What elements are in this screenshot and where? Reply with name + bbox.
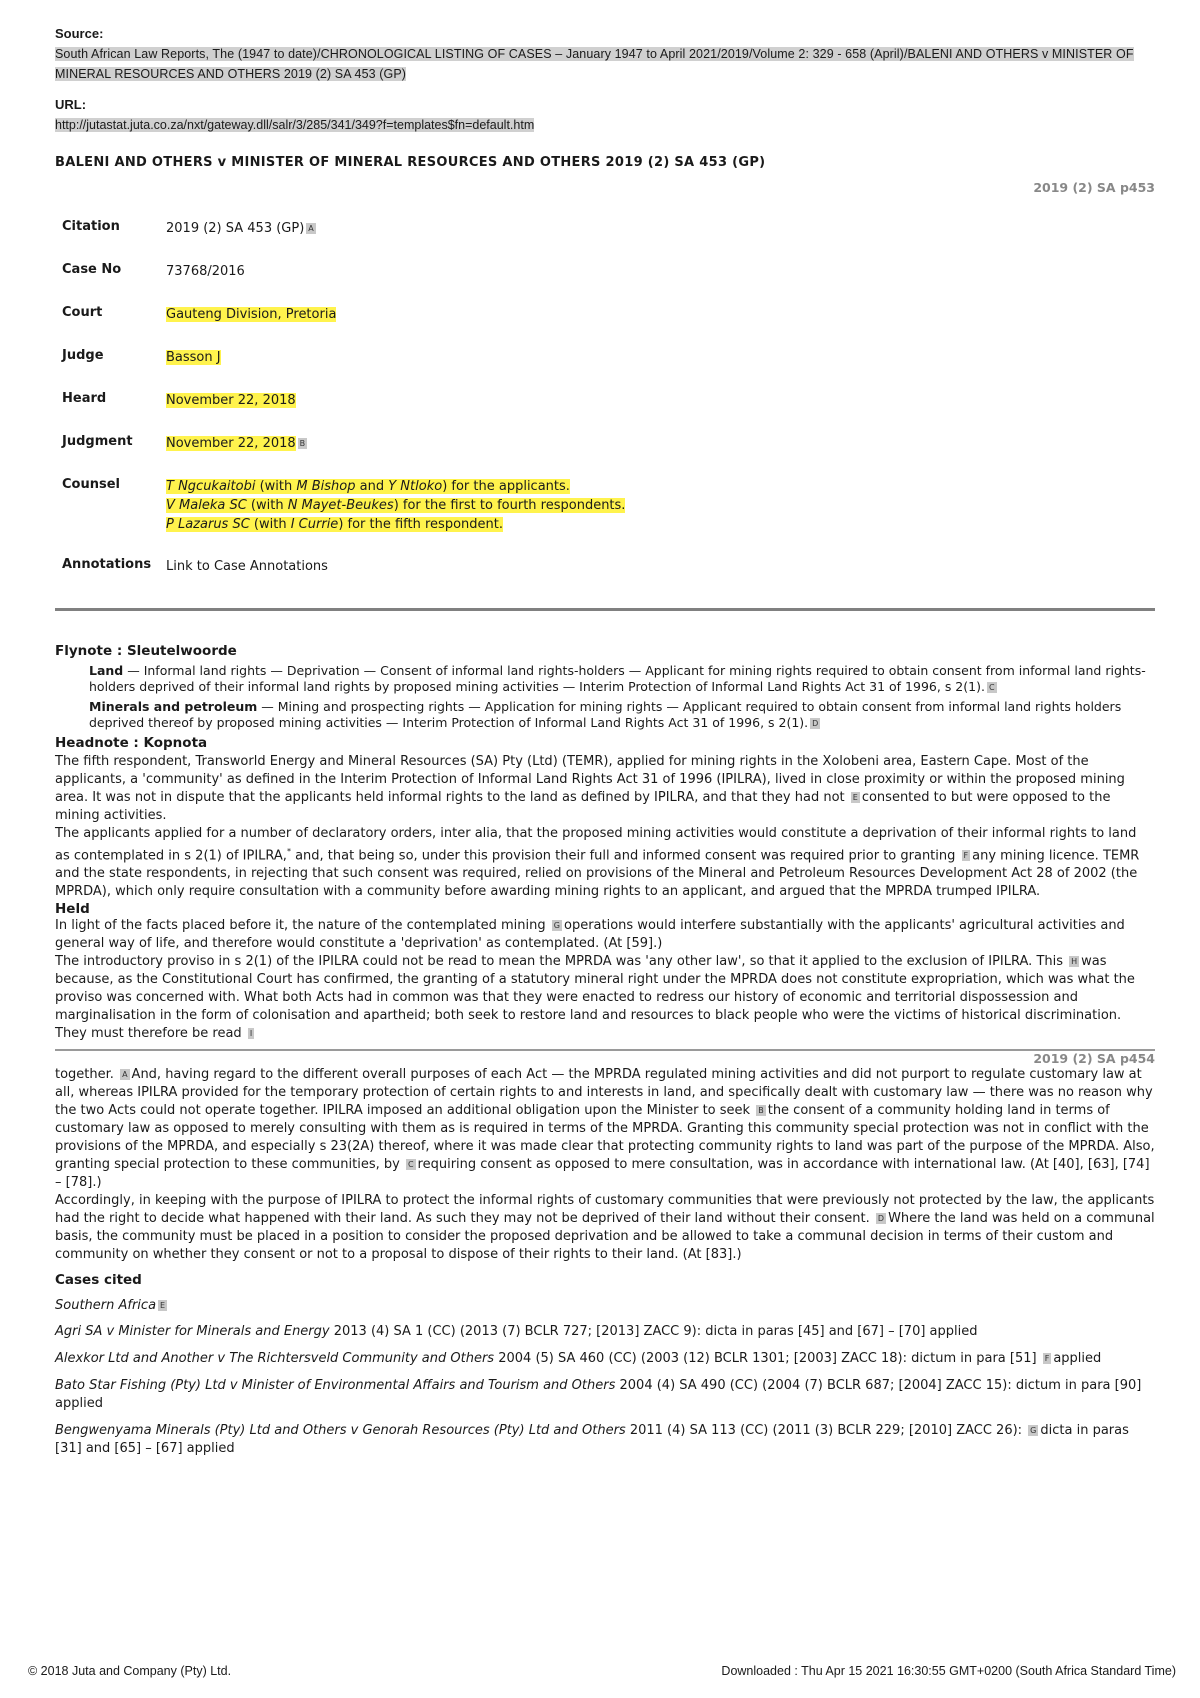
- headnote-paragraph-2: The applicants applied for a number of declaratory orders, inter alia, that the proposed mining activities would constitute a deprivation of their informal rights to land as contemplated in s 2(1) of IPILRA,* and, that being so, under this provision their full and informed consent was required prior to granting F any mining licence. TEMR and the state respondents, in rejecting that such consent was required, relied on provisions of the Mineral and Petroleum Resources Development Act 28 of 2002 (the MPRDA), which only require consultation with a community before awarding mining rights to an applicant, and argued that the MPRDA trumped IPILRA.: [55, 826, 1140, 900]
- held-paragraph-2: The introductory proviso in s 2(1) of the IPILRA could not be read to mean the MPRDA was 'any other law', so that it applied to the exclusion of IPILRA. This H was because, as the Constitutional Court has confirmed, the granting of a statutory mineral right under the MPRDA does not constitute expropriation, which was what the proviso was concerned with. What both Acts had in common was that they were enacted to redress our history of economic and territorial dispossession and marginalisation in the form of colonisation and apartheid; both seek to restore land and resources to black people who were the victims of historical discrimination. They must therefore be read I: [55, 954, 1135, 1042]
- flynote-item-land: Land — Informal land rights — Deprivation — Consent of informal land rights-holders — Applicant for mining rights required to obtain consent from informal land rights-holders deprived of their informal land rights by proposed mining activities — Interim Protection of Informal Land Rights Act 31 of 1996, s 2(1). C: [89, 663, 1146, 694]
- headnote-title: Headnote : Kopnota: [55, 735, 208, 751]
- margin-marker: B: [758, 1106, 764, 1116]
- judge-label: Judge: [62, 348, 104, 363]
- meta-row-heard: [57, 391, 625, 434]
- judge-value: Basson J: [166, 350, 221, 365]
- url-link[interactable]: http://jutastat.juta.co.za/nxt/gateway.dll/salr/3/285/341/349?f=templates$fn=default.htm: [55, 118, 535, 132]
- counsel-label: Counsel: [62, 477, 120, 492]
- held-title: Held: [55, 901, 90, 918]
- case-no-label: Case No: [62, 262, 122, 277]
- url-label: URL:: [55, 97, 87, 112]
- meta-row-annotations: [57, 557, 625, 600]
- meta-row-judgment: [57, 434, 625, 477]
- source-label: Source:: [55, 26, 104, 41]
- margin-marker: G: [1030, 1426, 1037, 1436]
- counsel-value: [166, 477, 625, 557]
- flynote-item-minerals: Minerals and petroleum — Mining and prospecting rights — Application for mining rights — Applicant required to obtain consent from informal land rights holders deprived thereof by proposed mining activities — Interim Protection of Informal Land Rights Act 31 of 1996, s 2(1). D: [89, 699, 1122, 730]
- case-no-value: 73768/2016: [166, 264, 245, 279]
- court-value: Gauteng Division, Pretoria: [166, 307, 337, 322]
- margin-marker: B: [299, 439, 306, 448]
- cited-case-agri-sa: Agri SA v Minister for Minerals and Energy 2013 (4) SA 1 (CC) (2013 (7) BCLR 727; [2013] ZACC 9): dicta in paras [45] and [67] – [70] applied: [55, 1324, 978, 1340]
- footer-download-timestamp: Downloaded : Thu Apr 15 2021 16:30:55 GMT+0200 (South Africa Standard Time): [721, 1664, 1176, 1678]
- held-paragraph-3: together. A And, having regard to the different overall purposes of each Act — the MPRDA regulated mining activities and did not purport to regulate customary law at all, whereas IPILRA provided for the temporary protection of certain rights to and interests in land, and specifically dealt with customary law — there was no reason why the two Acts could not operate together. IPILRA imposed an additional obligation upon the Minister to seek B the consent of a community holding land in terms of customary law as opposed to merely consulting with them as is required in terms of the MPRDA. Granting this community special protection was not in conflict with the provisions of the MPRDA, and especially s 23(2A) thereof, where it was made clear that protecting community rights to land was part of the purpose of the MPRDA. Also, granting special protection to these communities, by C requiring consent as opposed to mere consultation, was in accordance with international law. (At [40], [63], [74] – [78].): [55, 1067, 1155, 1191]
- margin-marker: I: [249, 1029, 253, 1039]
- meta-row-case-no: [57, 262, 625, 305]
- judgment-value: November 22, 2018: [166, 436, 296, 451]
- meta-row-counsel: [57, 477, 625, 557]
- meta-row-court: [57, 305, 625, 348]
- counsel-line-3: P Lazarus SC (with I Currie) for the fifth respondent.: [166, 517, 503, 532]
- margin-marker: D: [812, 719, 819, 728]
- cited-case-alexkor: Alexkor Ltd and Another v The Richtersveld Community and Others 2004 (5) SA 460 (CC) (2003 (12) BCLR 1301; [2003] ZACC 18): dictum in para [51] F applied: [55, 1351, 1102, 1367]
- cases-region-heading: Southern Africa E: [55, 1298, 166, 1314]
- section-divider: [55, 608, 1155, 611]
- headnote-paragraph-1: The fifth respondent, Transworld Energy and Mineral Resources (SA) Pty (Ltd) (TEMR), applied for mining rights in the Xolobeni area, Eastern Cape. Most of the applicants, a 'community' as defined in the Interim Protection of Informal Land Rights Act 31 of 1996 (IPILRA), lived in close proximity or within the proposed mining area. It was not in dispute that the applicants held informal rights to the land as defined by IPILRA, and that they had not E consented to but were opposed to the mining activities.: [55, 754, 1125, 823]
- case-annotations-link[interactable]: Link to Case Annotations: [166, 559, 328, 574]
- margin-marker: E: [852, 793, 858, 802]
- margin-marker: H: [1071, 957, 1078, 967]
- margin-marker: F: [963, 851, 969, 861]
- citation-value: 2019 (2) SA 453 (GP): [166, 221, 305, 236]
- page-ref-p453: 2019 (2) SA p453: [1033, 180, 1155, 195]
- heard-label: Heard: [62, 391, 107, 406]
- held-paragraph-1: In light of the facts placed before it, the nature of the contemplated mining G operations would interfere substantially with the applicants' agricultural activities and general way of life, and therefore would constitute a 'deprivation' as contemplated. (At [59].): [55, 918, 1125, 952]
- counsel-line-1: T Ngcukaitobi (with M Bishop and Y Ntloko) for the applicants.: [166, 479, 570, 494]
- footer-copyright: © 2018 Juta and Company (Pty) Ltd.: [28, 1664, 232, 1678]
- margin-marker: A: [122, 1070, 128, 1080]
- margin-marker: D: [877, 1214, 885, 1224]
- judgment-label: Judgment: [62, 434, 133, 449]
- meta-row-judge: [57, 348, 625, 391]
- margin-marker: G: [553, 921, 560, 931]
- annotations-label: Annotations: [62, 557, 152, 572]
- court-label: Court: [62, 305, 103, 320]
- case-title: BALENI AND OTHERS v MINISTER OF MINERAL RESOURCES AND OTHERS 2019 (2) SA 453 (GP): [55, 155, 766, 170]
- margin-marker: A: [308, 224, 314, 233]
- document-page: [55, 26, 1155, 1467]
- margin-marker: E: [160, 1301, 166, 1311]
- counsel-line-2: V Maleka SC (with N Mayet-Beukes) for the first to fourth respondents.: [166, 498, 626, 513]
- meta-row-citation: [57, 219, 625, 262]
- citation-label: Citation: [62, 219, 120, 234]
- page-ref-p454: 2019 (2) SA p454: [1033, 1051, 1155, 1067]
- source-text[interactable]: South African Law Reports, The (1947 to date)/CHRONOLOGICAL LISTING OF CASES – January 1947 to April 2021/2019/Volume 2: 329 - 658 (April)/BALENI AND OTHERS v MINISTER OF MINERAL RESOURCES AND OTHERS 2019 (2) SA 453 (GP): [55, 47, 1134, 81]
- footnote-marker[interactable]: *: [286, 847, 291, 856]
- margin-marker: C: [988, 683, 995, 692]
- cited-case-bengwenyama: Bengwenyama Minerals (Pty) Ltd and Others v Genorah Resources (Pty) Ltd and Others 2011 (4) SA 113 (CC) (2011 (3) BCLR 229; [2010] ZACC 26): G dicta in paras [31] and [65] – [67] applied: [55, 1423, 1129, 1457]
- case-metadata-table: [57, 219, 625, 600]
- flynote-title: Flynote : Sleutelwoorde: [55, 643, 237, 659]
- cases-cited-title: Cases cited: [55, 1272, 142, 1289]
- margin-marker: C: [407, 1160, 414, 1170]
- cited-case-bato-star: Bato Star Fishing (Pty) Ltd v Minister of Environmental Affairs and Tourism and Others 2004 (4) SA 490 (CC) (2004 (7) BCLR 687; [2004] ZACC 15): dictum in para [90] applied: [55, 1378, 1142, 1412]
- heard-value: November 22, 2018: [166, 393, 296, 408]
- margin-marker: F: [1044, 1354, 1050, 1364]
- held-paragraph-4: Accordingly, in keeping with the purpose of IPILRA to protect the informal rights of customary communities that were previously not protected by the law, the applicants had the right to decide what happened with their land. As such they may not be deprived of their land without their consent. D Where the land was held on a communal basis, the community must be placed in a position to consider the proposed deprivation and be allowed to take a communal decision in terms of their custom and community on whether they consent or not to a proposal to dispose of their rights to their land. (At [83].): [55, 1193, 1155, 1263]
